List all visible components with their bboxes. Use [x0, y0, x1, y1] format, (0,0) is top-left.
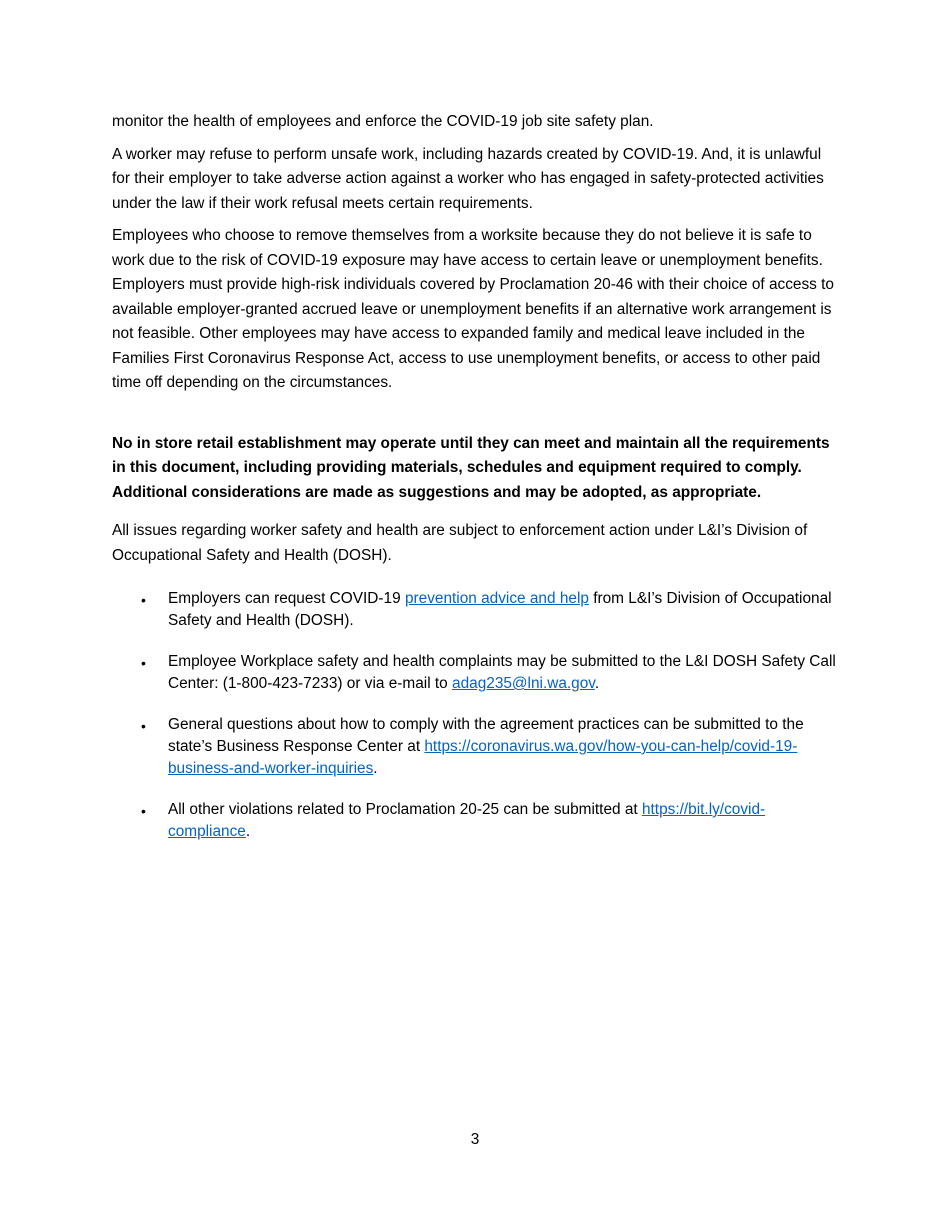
paragraph-refuse-unsafe-work: A worker may refuse to perform unsafe work, including hazards created by COVID-19. And, it is unlawful for their employer to take adverse action against a worker who has engaged in safety-protected activities under the law if their work refusal meets certain requirements.	[112, 145, 824, 212]
paragraph-health-monitoring: monitor the health of employees and enforce the COVID-19 job site safety plan.	[112, 113, 654, 130]
paragraph-operating-requirements: No in store retail establishment may operate until they can meet and maintain all the requirements in this document, including providing materials, schedules and equipment required to comply. Additional considerations are made as suggestions and may be adopted, as appropriate.	[112, 434, 830, 501]
list-item-business-response	[112, 714, 842, 780]
bullet-icon: •	[141, 803, 146, 819]
list-item-text: All other violations related to Proclamation 20-25 can be submitted at	[168, 801, 642, 818]
list-item-text: .	[594, 675, 600, 692]
list-item-text: Employers can request COVID-19	[168, 590, 405, 607]
list-item-prevention-advice	[112, 588, 842, 632]
list-item-text: Employee Workplace safety and health complaints may be submitted to the L&I DOSH Safety Call Center: (1-800-423-7233) or via e-mail to	[168, 653, 836, 692]
list-item-text: .	[245, 823, 251, 840]
list-item-text: .	[373, 760, 378, 777]
bullet-icon: •	[141, 592, 146, 608]
bullet-icon: •	[141, 655, 146, 671]
email-link[interactable]: adag235@lni.wa.gov	[452, 675, 595, 692]
prevention-advice-link[interactable]: prevention advice and help	[404, 590, 589, 607]
page-content	[112, 110, 842, 862]
covid-compliance-link[interactable]: https://bit.ly/covid-compliance	[168, 801, 766, 840]
bullet-icon: •	[141, 718, 146, 734]
paragraph-enforcement: All issues regarding worker safety and health are subject to enforcement action under L&I’s Division of Occupational Safety and Health (DOSH).	[112, 522, 808, 564]
list-item-complaints	[112, 651, 842, 695]
paragraph-leave-benefits: Employees who choose to remove themselves from a worksite because they do not believe it is safe to work due to the risk of COVID-19 exposure may have access to certain leave or unemployment benefits. Employers must provide high-risk individuals covered by Proclamation 20-46 with their choice of access to available employer-granted accrued leave or unemployment benefits if an alternative work arrangement is not feasible. Other employees may have access to expanded family and medical leave included in the Families First Coronavirus Response Act, access to use unemployment benefits, or access to other paid time off depending on the circumstances.	[112, 227, 834, 391]
list-item-text: from L&I’s Division of Occupational Safety and Health (DOSH).	[168, 590, 832, 629]
business-response-link[interactable]: https://coronavirus.wa.gov/how-you-can-help/covid-19-business-and-worker-inquiries	[168, 738, 798, 777]
page-number: 3	[470, 1131, 480, 1148]
list-item-text: General questions about how to comply with the agreement practices can be submitted to the state’s Business Response Center at	[168, 716, 804, 755]
resource-list	[112, 588, 842, 843]
list-item-violations	[112, 799, 842, 843]
